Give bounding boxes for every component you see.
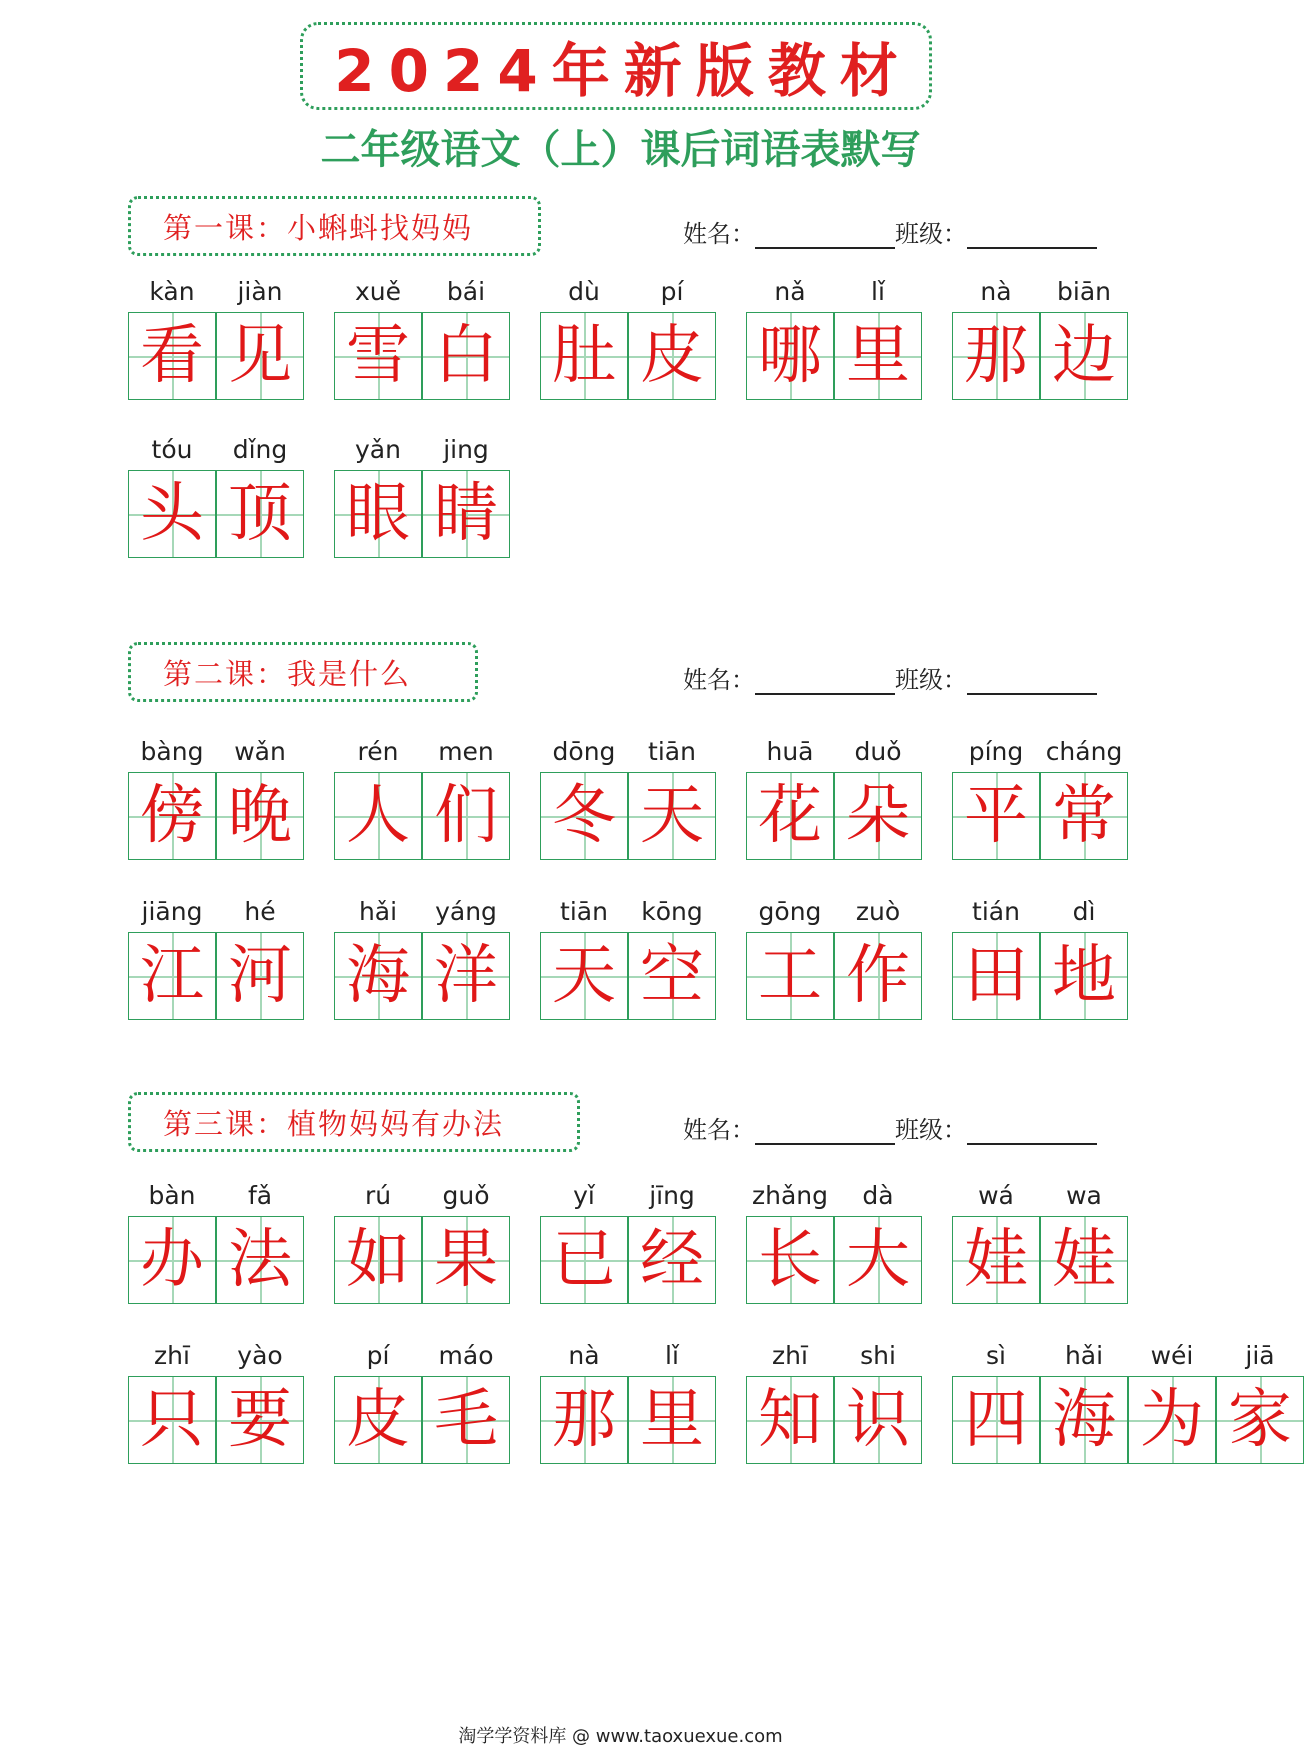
char-unit — [334, 732, 422, 860]
char-unit — [628, 1336, 716, 1464]
word-tile — [746, 1176, 922, 1304]
character-cell: 娃 — [952, 1216, 1040, 1304]
word-tile — [128, 430, 304, 558]
name-blank[interactable] — [755, 1117, 895, 1145]
pinyin-label: wa — [1066, 1181, 1102, 1210]
character-cell: 皮 — [334, 1376, 422, 1464]
pinyin-label: guǒ — [442, 1181, 490, 1210]
character-cell: 雪 — [334, 312, 422, 400]
character-cell: 经 — [628, 1216, 716, 1304]
lesson-3-title-box — [128, 1092, 580, 1152]
word-tile — [334, 732, 510, 860]
character-cell: 识 — [834, 1376, 922, 1464]
pinyin-label: zuò — [855, 897, 901, 926]
char-unit — [334, 272, 422, 400]
pinyin-label: wá — [978, 1181, 1014, 1210]
char-unit — [540, 272, 628, 400]
lesson-1-name-class-row — [683, 214, 1097, 249]
class-blank[interactable] — [967, 667, 1097, 695]
character-cell: 人 — [334, 772, 422, 860]
char-unit — [1040, 732, 1128, 860]
char-unit — [334, 1336, 422, 1464]
character-cell: 朵 — [834, 772, 922, 860]
pinyin-label: yǐ — [573, 1181, 595, 1210]
pinyin-label: yǎn — [355, 435, 401, 464]
lesson-1-title-box — [128, 196, 541, 256]
char-unit — [1040, 1336, 1128, 1464]
pinyin-label: tiān — [560, 897, 608, 926]
page-subtitle: 二年级语文（上）课后词语表默写 — [320, 127, 921, 173]
char-unit — [1040, 1176, 1128, 1304]
pinyin-label: pí — [660, 277, 684, 306]
character-cell: 眼 — [334, 470, 422, 558]
char-unit — [128, 430, 216, 558]
character-cell: 冬 — [540, 772, 628, 860]
pinyin-label: máo — [438, 1341, 494, 1370]
character-cell: 河 — [216, 932, 304, 1020]
char-unit — [834, 1336, 922, 1464]
pinyin-label: zhī — [154, 1341, 190, 1370]
footer: 淘学学资料库 @ www.taoxuexue.com — [458, 1726, 783, 1747]
pinyin-label: tóu — [151, 435, 193, 464]
character-cell: 田 — [952, 932, 1040, 1020]
character-cell: 长 — [746, 1216, 834, 1304]
lesson-3-title: 第三课：植物妈妈有办法 — [163, 1106, 505, 1141]
char-unit — [540, 892, 628, 1020]
character-cell: 白 — [422, 312, 510, 400]
pinyin-label: lǐ — [871, 277, 885, 306]
char-unit — [128, 272, 216, 400]
pinyin-label: jīng — [649, 1181, 695, 1210]
pinyin-label: cháng — [1045, 737, 1123, 766]
char-unit — [1040, 272, 1128, 400]
word-tile — [952, 1176, 1128, 1304]
word-tile — [952, 1336, 1304, 1464]
character-cell: 办 — [128, 1216, 216, 1304]
char-unit — [422, 892, 510, 1020]
char-unit — [1040, 892, 1128, 1020]
pinyin-label: yáng — [435, 897, 497, 926]
pinyin-label: dǐng — [232, 435, 288, 464]
char-unit — [540, 1176, 628, 1304]
character-cell: 家 — [1216, 1376, 1304, 1464]
word-tile — [334, 892, 510, 1020]
word-tile — [952, 732, 1128, 860]
character-cell: 晚 — [216, 772, 304, 860]
char-unit — [334, 892, 422, 1020]
char-unit — [540, 732, 628, 860]
pinyin-label: tiān — [648, 737, 696, 766]
char-unit — [128, 892, 216, 1020]
word-tile — [746, 1336, 922, 1464]
char-unit — [422, 1336, 510, 1464]
lesson-2-title: 第二课：我是什么 — [163, 656, 412, 691]
character-cell: 里 — [628, 1376, 716, 1464]
char-unit — [1216, 1336, 1304, 1464]
pinyin-label: jiàn — [237, 277, 283, 306]
name-label: 姓名： — [683, 1116, 755, 1144]
pinyin-label: dù — [568, 277, 600, 306]
pinyin-label: hé — [244, 897, 276, 926]
pinyin-label: jing — [443, 435, 489, 464]
character-cell: 江 — [128, 932, 216, 1020]
character-cell: 那 — [952, 312, 1040, 400]
char-unit — [216, 272, 304, 400]
word-tile — [128, 272, 304, 400]
char-unit — [128, 732, 216, 860]
char-unit — [1128, 1336, 1216, 1464]
word-tile — [746, 732, 922, 860]
char-unit — [952, 892, 1040, 1020]
char-unit — [216, 892, 304, 1020]
character-cell: 空 — [628, 932, 716, 1020]
char-unit — [834, 1176, 922, 1304]
char-unit — [834, 272, 922, 400]
pinyin-label: xuě — [354, 277, 402, 306]
pinyin-label: bàn — [148, 1181, 196, 1210]
name-label: 姓名： — [683, 220, 755, 248]
pinyin-label: bái — [446, 277, 486, 306]
character-cell: 肚 — [540, 312, 628, 400]
character-cell: 大 — [834, 1216, 922, 1304]
char-unit — [216, 1336, 304, 1464]
character-cell: 睛 — [422, 470, 510, 558]
char-unit — [422, 1176, 510, 1304]
character-cell: 要 — [216, 1376, 304, 1464]
pinyin-label: rú — [364, 1181, 392, 1210]
char-unit — [834, 892, 922, 1020]
character-cell: 果 — [422, 1216, 510, 1304]
character-cell: 为 — [1128, 1376, 1216, 1464]
word-tile — [746, 272, 922, 400]
class-label: 班级： — [895, 220, 967, 248]
char-unit — [540, 1336, 628, 1464]
char-unit — [952, 1176, 1040, 1304]
class-blank[interactable] — [967, 221, 1097, 249]
character-cell: 头 — [128, 470, 216, 558]
char-unit — [422, 732, 510, 860]
character-cell: 见 — [216, 312, 304, 400]
lesson-2-title-box — [128, 642, 478, 702]
pinyin-label: pí — [366, 1341, 390, 1370]
word-tile — [540, 272, 716, 400]
word-tile — [540, 892, 716, 1020]
character-cell: 知 — [746, 1376, 834, 1464]
char-unit — [128, 1176, 216, 1304]
pinyin-label: dì — [1072, 897, 1096, 926]
char-unit — [952, 732, 1040, 860]
character-cell: 皮 — [628, 312, 716, 400]
word-tile — [334, 272, 510, 400]
char-unit — [746, 732, 834, 860]
name-blank[interactable] — [755, 221, 895, 249]
word-tile — [334, 1336, 510, 1464]
pinyin-label: yào — [237, 1341, 283, 1370]
char-unit — [628, 272, 716, 400]
pinyin-label: kōng — [641, 897, 703, 926]
word-tile — [952, 892, 1128, 1020]
char-unit — [746, 272, 834, 400]
char-unit — [746, 892, 834, 1020]
name-label: 姓名： — [683, 666, 755, 694]
character-cell: 边 — [1040, 312, 1128, 400]
character-cell: 海 — [1040, 1376, 1128, 1464]
pinyin-label: sì — [986, 1341, 1006, 1370]
word-tile — [334, 1176, 510, 1304]
character-cell: 四 — [952, 1376, 1040, 1464]
pinyin-label: píng — [968, 737, 1024, 766]
character-cell: 那 — [540, 1376, 628, 1464]
character-cell: 工 — [746, 932, 834, 1020]
character-cell: 天 — [540, 932, 628, 1020]
pinyin-label: nà — [980, 277, 1012, 306]
lesson-3-name-class-row — [683, 1110, 1097, 1145]
class-label: 班级： — [895, 666, 967, 694]
character-cell: 天 — [628, 772, 716, 860]
character-cell: 作 — [834, 932, 922, 1020]
pinyin-label: jiāng — [141, 897, 203, 926]
pinyin-label: rén — [357, 737, 399, 766]
pinyin-label: hǎi — [1064, 1341, 1104, 1370]
char-unit — [216, 430, 304, 558]
pinyin-label: shi — [860, 1341, 896, 1370]
char-unit — [216, 1176, 304, 1304]
word-tile — [952, 272, 1128, 400]
character-cell: 如 — [334, 1216, 422, 1304]
character-cell: 哪 — [746, 312, 834, 400]
char-unit — [628, 1176, 716, 1304]
word-tile — [334, 430, 510, 558]
char-unit — [746, 1336, 834, 1464]
char-unit — [628, 732, 716, 860]
pinyin-label: biān — [1057, 277, 1111, 306]
pinyin-label: wǎn — [234, 737, 286, 766]
char-unit — [952, 1336, 1040, 1464]
char-unit — [422, 272, 510, 400]
word-tile — [128, 1176, 304, 1304]
pinyin-label: bàng — [140, 737, 204, 766]
character-cell: 已 — [540, 1216, 628, 1304]
title-box — [300, 22, 932, 110]
pinyin-label: huā — [766, 737, 814, 766]
char-unit — [128, 1336, 216, 1464]
character-cell: 娃 — [1040, 1216, 1128, 1304]
character-cell: 傍 — [128, 772, 216, 860]
pinyin-label: nà — [568, 1341, 600, 1370]
word-tile — [128, 732, 304, 860]
pinyin-label: lǐ — [665, 1341, 679, 1370]
pinyin-label: kàn — [149, 277, 195, 306]
lesson-2-name-class-row — [683, 660, 1097, 695]
pinyin-label: zhī — [772, 1341, 808, 1370]
pinyin-label: fǎ — [247, 1181, 273, 1210]
character-cell: 只 — [128, 1376, 216, 1464]
character-cell: 地 — [1040, 932, 1128, 1020]
char-unit — [334, 1176, 422, 1304]
character-cell: 毛 — [422, 1376, 510, 1464]
word-tile — [540, 1336, 716, 1464]
char-unit — [628, 892, 716, 1020]
character-cell: 海 — [334, 932, 422, 1020]
pinyin-label: wéi — [1150, 1341, 1194, 1370]
character-cell: 平 — [952, 772, 1040, 860]
char-unit — [834, 732, 922, 860]
class-label: 班级： — [895, 1116, 967, 1144]
class-blank[interactable] — [967, 1117, 1097, 1145]
character-cell: 常 — [1040, 772, 1128, 860]
pinyin-label: hǎi — [358, 897, 398, 926]
pinyin-label: nǎ — [774, 277, 806, 306]
word-tile — [540, 1176, 716, 1304]
char-unit — [952, 272, 1040, 400]
char-unit — [334, 430, 422, 558]
pinyin-label: jiā — [1245, 1341, 1275, 1370]
pinyin-label: tián — [972, 897, 1020, 926]
character-cell: 法 — [216, 1216, 304, 1304]
word-tile — [746, 892, 922, 1020]
word-tile — [128, 892, 304, 1020]
word-tile — [128, 1336, 304, 1464]
pinyin-label: dà — [862, 1181, 894, 1210]
character-cell: 里 — [834, 312, 922, 400]
pinyin-label: gōng — [758, 897, 822, 926]
character-cell: 花 — [746, 772, 834, 860]
lesson-1-title: 第一课：小蝌蚪找妈妈 — [163, 210, 474, 245]
name-blank[interactable] — [755, 667, 895, 695]
char-unit — [422, 430, 510, 558]
char-unit — [216, 732, 304, 860]
character-cell: 看 — [128, 312, 216, 400]
character-cell: 顶 — [216, 470, 304, 558]
page-title: 2024年新版教材 — [334, 37, 912, 105]
pinyin-label: duǒ — [854, 737, 902, 766]
word-tile — [540, 732, 716, 860]
pinyin-label: zhǎng — [751, 1181, 828, 1210]
pinyin-label: dōng — [552, 737, 616, 766]
pinyin-label: men — [438, 737, 494, 766]
character-cell: 洋 — [422, 932, 510, 1020]
character-cell: 们 — [422, 772, 510, 860]
char-unit — [746, 1176, 834, 1304]
